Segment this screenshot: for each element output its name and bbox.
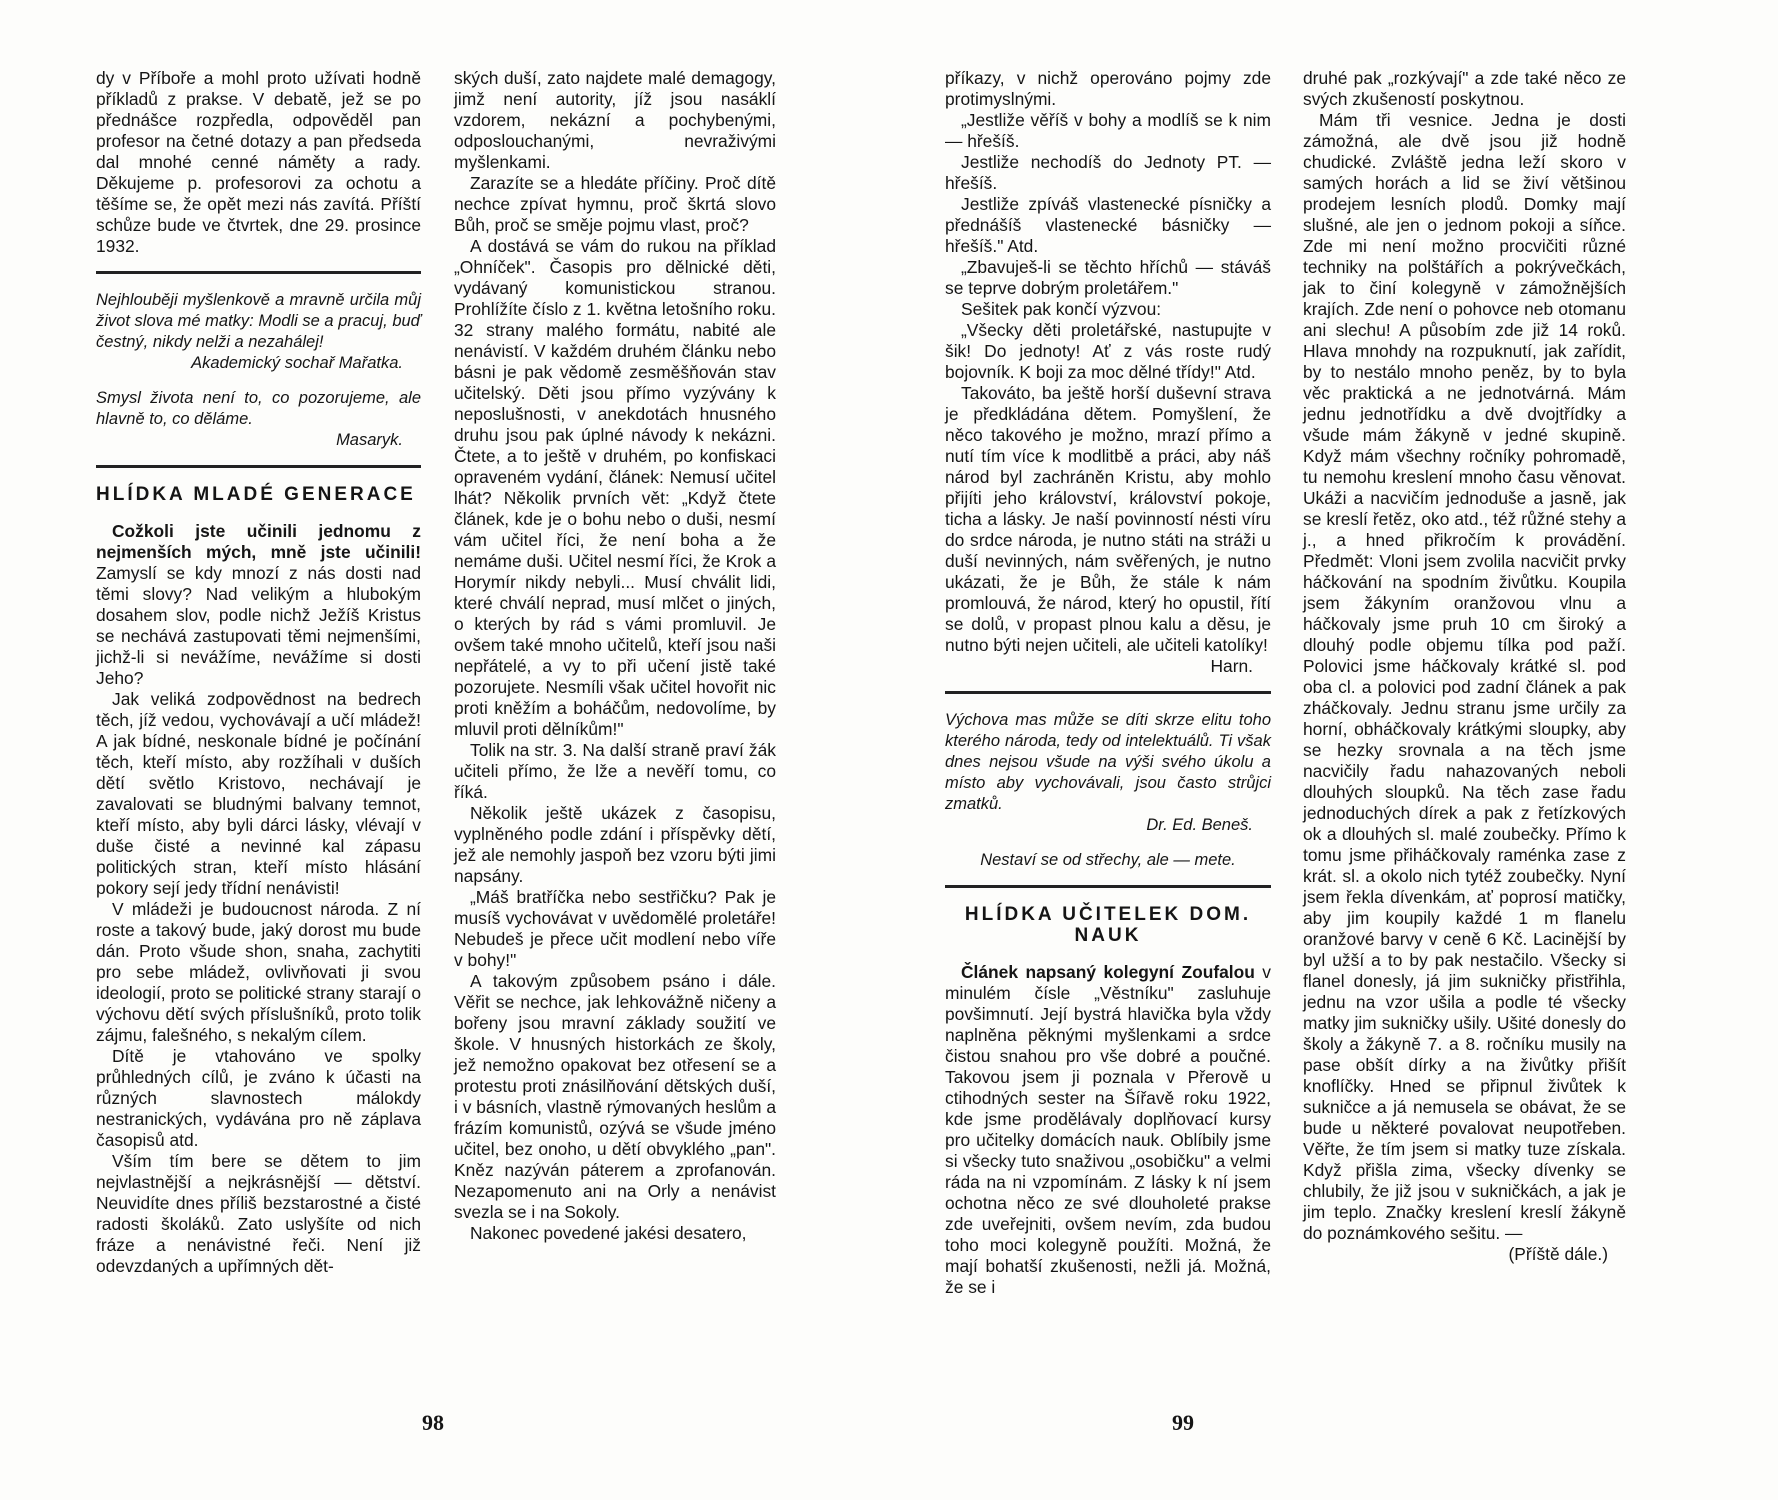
page-number: 99 <box>1172 1410 1194 1435</box>
left-column-2 <box>454 68 776 1244</box>
quote-signature: Akademický sochař Mařatka. <box>191 354 403 372</box>
paragraph: „Máš bratříčka nebo sestřičku? Pak je musíš vychovávat v uvědomělé proletáře! Nebudeš je přece učit modlení nebo víře v bohy!" <box>454 887 776 970</box>
paragraph: dy v Příboře a mohl proto užívati hodně příkladů z prakse. V debatě, jež se po přednášce rozpředla, odpověděl pan profesor na četné dotazy a pan předseda dal mnohé cenné náměty a rady. Děkujeme p. profesorovi za ochotu a těšíme se, že opět mezi nás zavítá. Příští schůze bude ve čtvrtek, dne 29. prosince 1932. <box>96 68 421 256</box>
paragraph: „Zbavuješ-li se těchto hříchů — stáváš se teprve dobrým proletářem." <box>945 257 1271 298</box>
quote-signature: Masaryk. <box>336 431 403 449</box>
divider <box>96 465 421 468</box>
quote-benes: Výchova mas může se díti skrze elitu toho kterého národa, tedy od intelektuálů. Ti však dnes nejsou všude na výši svého úkolu a místo aby vychovávali, jsou často strůjci zmatků. Dr. Ed. Beneš. Nestaví se od střechy, ale — mete. <box>945 711 1271 869</box>
paragraph: Několik ještě ukázek z časopisu, vyplněného podle zdání i příspěvky dětí, jež ale nemohly jaspoň bez vzoru býti jimi napsány. <box>454 803 776 886</box>
section-heading: HLÍDKA MLADÉ GENERACE <box>96 484 416 505</box>
paragraph: Jak veliká zodpovědnost na bedrech těch, jíž vedou, vychovávají a učí mládež! A jak bídné, neskonale bídné je počínání těch, kteří místo, aby rozžíhali v duších dětí světlo Kristovo, nechávají je zavalovati se bludnými balvany temnot, kteří místo, aby byli dárci lásky, vlévají v duše čisté a nevinné kal zápasu politických stran, kteří místo hlásání pokory sejí jedy třídní nenávisti! <box>96 689 421 898</box>
paragraph: Sešitek pak končí výzvou: <box>961 299 1162 319</box>
paragraph: V mládeži je budoucnost národa. Z ní roste a takový bude, jaký dorost mu bude dán. Proto všude shon, snaha, zachytiti pro sebe mládež, ovlivňovati ji svou ideologií, proto se politické strany starají o výchovu dětí svých příslušníků, proto tolik zájmu, falešného, s nekalým cílem. <box>96 899 421 1045</box>
left-column-1 <box>96 68 421 1277</box>
paragraph: Mám tři vesnice. Jedna je dosti zámožná, ale dvě jsou již hodně chudické. Zvláště jedna leží skoro v samých horách a lid se živí většinou prodejem lesních plodů. Domky mají slušné, ale jen o jednom pokoji a síňce. Zde mi není možno procvičiti různé techniky na polštářích a pokrývečkách, jak to činí kolegyně v zámožnějších krajích. Zde není o pohovce neb otomanu ani slechu! A působím zde již 14 roků. Hlava mnohdy na rozpuknutí, jak zařídit, by to nestálo mnoho peněz, by to byla věc praktická a ne jednotvárná. Mám jednu jednotřídku a dvě dvojtřídky a všude mám žákyně v jedné skupině. Když mám všechny ročníky pohromadě, tu nemohu kreslení mnoho času věnovat. Ukáži a nacvičím jednoduše a jasně, jak se kreslí řetěz, oko atd., též růžné stehy a j., a hned přikročím k provádění. Předmět: Vloni jsem zvolila nacvičit prvky háčkování na spodním živůtku. Koupila jsem žákyním oranžovou vlnu a háčkovaly jsme pruh 10 cm široký a dlouhý podle objemu tílka pod paží. Polovici jsme háčkovaly krátké sl. pod oba cl. a polovici pod zadní článek a pak zháčkovaly. Jednu stranu jsme určily za horní, obháčkovaly krátkými sloupky, aby se hezky srovnala a na těch jsme nacvičily řadu nahazovaných neboli dlouhých sloupků. Na těch zase řadu jednoduchých dírek a pak z řetízkových ok a dlouhých sl. malé zoubečky. Přímo k tomu jsme přiháčkovaly raménka zase z krát. sl. a okolo nich tytéž zoubečky. Nyní jsem řekla dívenkám, ať poprosí matičky, aby jim koupily každé 1 m flanelu oranžové barvy v ceně 6 Kč. Lacinější by byl užší a to by pak nestačilo. Všecky si flanel donesly, já jim sukničky přistřihla, jednu na vzor ušila a podle té všecky matky jim sukničky ušily. Ušité donesly do školy a žákyně 7. a 8. ročníku musily na pase obšít dírky a na živůtky přišít knoflíčky. Hned se připnul živůtek k sukničce a já nemusela se obávat, že se bude u některé povalovat neupotřeben. Věřte, že tím jsem si matky tuze získala. Když přišla zima, všecky dívenky se chlubily, že již jsou v sukničkách, a jak je jim teplo. Značky kreslení kreslí žákyně do poznámkového sešitu. — <box>1303 110 1626 1243</box>
right-column-1 <box>945 68 1271 1298</box>
paragraph: Dítě je vtahováno ve spolky průhledných cílů, je zváno k účasti na různých slavnostech málokdy nestranických, vydávána pro ně záplava časopisů atd. <box>96 1046 421 1150</box>
paragraph: ských duší, zato najdete malé demagogy, jimž není autority, jíž jsou nasáklí vzdorem, nekázní a pochybenými, odposlouchanými, nevraživými myšlenkami. <box>454 68 776 172</box>
divider <box>945 691 1271 694</box>
paragraph: druhé pak „rozkývají" a zde také něco ze svých zkušeností poskytnou. <box>1303 68 1626 109</box>
right-page <box>889 0 1778 1500</box>
paragraph: Jestliže zpíváš vlastenecké písničky a přednášíš vlastenecké básničky — hřešíš." Atd. <box>945 194 1271 256</box>
quote-motto: Nestaví se od střechy, ale — mete. <box>980 851 1236 869</box>
paragraph: Vším tím bere se dětem to jim nejvlastnější a nejkrásnější — dětství. Neuvidíte dnes příliš bezstarostné a čisté radosti školáků. Zato uslyšíte od nich fráze a nenávistné řeči. Není již odevzdaných a upřímných dět- <box>96 1151 421 1276</box>
paragraph: Takováto, ba ještě horší duševní strava je předkládána dětem. Pomyšlení, že něco takového je možno, mrazí přímo a nutí tím více k modlitbě a práci, aby náš národ byl zachráněn Kristu, aby mohlo přijíti jeho království, království pokoje, ticha a lásky. Je naší povinností nésti víru do srdce národa, je nutno státi na stráži u duší nevinných, nám svěřených, je nutno ukázati, že je Bůh, že stále k nám promlouvá, že národ, který ho opustil, řítí se dolů, v propast plnou kalu a děsu, je nutno býti nejen učiteli, ale učiteli katolíky! <box>945 383 1271 655</box>
divider <box>945 885 1271 888</box>
divider <box>96 271 421 274</box>
quote-maratka: Nejhlouběji myšlenkově a mravně určila můj život slova mé matky: Modli se a pracuj, buď čestný, nikdy nelži a nezahálej! Akademický sochař Mařatka. Smysl života není to, co pozorujeme, ale hlavně to, co děláme. Masaryk. <box>96 291 421 449</box>
paragraph: Jestliže nechodíš do Jednoty PT. — hřešíš. <box>945 152 1271 193</box>
paragraph: „Všecky děti proletářské, nastupujte v šik! Do jednoty! Ať z vás roste rudý bojovník. K boji za moc dělné třídy!" Atd. <box>945 320 1271 382</box>
paragraph: Cožkoli jste učinili jednomu z nejmenších mých, mně jste učinili! Zamyslí se kdy mnozí z nás dosti nad těmi slovy? Nad velikým a hlubokým dosahem slov, podle nichž Ježíš Kristus se nechává zastupovati těmi nejmenšími, jichž-li si nevážíme, nevážíme si dosti Jeho? <box>96 521 421 688</box>
article-signature: Harn. <box>1210 656 1253 676</box>
paragraph: A dostává se vám do rukou na příklad „Ohníček". Časopis pro dělnické děti, vydávaný komunistickou stranou. Prohlížíte číslo z 1. května letošního roku. 32 strany malého formátu, nabité ale nenávistí. V každém druhém článku nebo básni je pak vědomě zesměšňován stav učitelský. Děti jsou přímo vyzývány k neposlušnosti, v anekdotách hnusného druhu jsou pak úplné návody k nekázni. Čtete, a to ještě v druhém, po konfiskaci opraveném vydání, článek: Nemusí učitel lhát? Několik prvních vět: „Když čtete článek, kde je o bohu nebo o duši, nesmí vám učitel říci, že není boha a že nemáme duši. Učitel nesmí říci, že Krok a Horymír nikdy nebyli... Musí chválit lidi, které chválí neprad, musí mlčet o jiných, o kterých by rád s vámi promluvil. Je ovšem také mnoho učitelů, kteří jsou naši nepřátelé, a vy to při učení jistě také pozorujete. Nesmíli však učitel hovořit nic proti kněžím a boháčům, nedovolíme, by mluvil proti dělníkům!" <box>454 236 776 739</box>
quote-signature: Dr. Ed. Beneš. <box>1146 816 1253 834</box>
paragraph: Tolik na str. 3. Na další straně praví žák učiteli přímo, že lže a nevěří tomu, co říká. <box>454 740 776 802</box>
page-number: 98 <box>422 1410 444 1435</box>
paragraph: Nakonec povedené jakési desatero, <box>470 1223 747 1243</box>
paragraph: příkazy, v nichž operováno pojmy zde protimyslnými. <box>945 68 1271 109</box>
paragraph: Článek napsaný kolegyní Zoufalou v minulém čísle „Věstníku" zasluhuje povšimnutí. Její bystrá hlavička byla vždy naplněna pěknými myšlenkami a srdce čistou snahou pro vše dobré a poučné. Takovou jsem ji poznala v Přerově u ctihodných sester na Šířavě roku 1922, kde jsme prodělávaly doplňovací kursy pro učitelky domácích nauk. Oblíbily jsme si všecky tuto snaživou „osobičku" a velmi ráda na ni vzpomínám. Z lásky k ní jsem ochotna něco ze své dlouholeté prakse zde uveřejniti, ovšem nevím, zda budou toho moci kolegyně použíti. Možná, že mají bohatší zkušenosti, nežli já. Možná, že se i <box>945 962 1271 1297</box>
paragraph: „Jestliže věříš v bohy a modlíš se k nim — hřešíš. <box>945 110 1271 151</box>
right-column-2 <box>1303 68 1626 1265</box>
section-heading: HLÍDKA UČITELEK DOM. NAUK <box>964 904 1252 946</box>
paragraph: Zarazíte se a hledáte příčiny. Proč dítě nechce zpívat hymnu, proč škrtá slovo Bůh, proč se směje pojmu vlast, proč? <box>454 173 776 235</box>
paragraph: A takovým způsobem psáno i dále. Věřit se nechce, jak lehkovážně ničeny a bořeny jsou mravní základy soužití ve škole. V hnusných historkách ze školy, jež nemožno opakovat bez otřesení se a protestu proti znásilňování dětských duší, i v básních, vlastně rýmovaných heslům a frázím komunistů, ozývá se všude jméno učitel, bez onoho, u dětí obvyklého „pan". Kněz nazýván páterem a zprofanován. Nezapomenuto ani na Orly a nenávist svezla se i na Sokoly. <box>454 971 776 1222</box>
continuation-note: (Příště dále.) <box>1508 1244 1608 1264</box>
